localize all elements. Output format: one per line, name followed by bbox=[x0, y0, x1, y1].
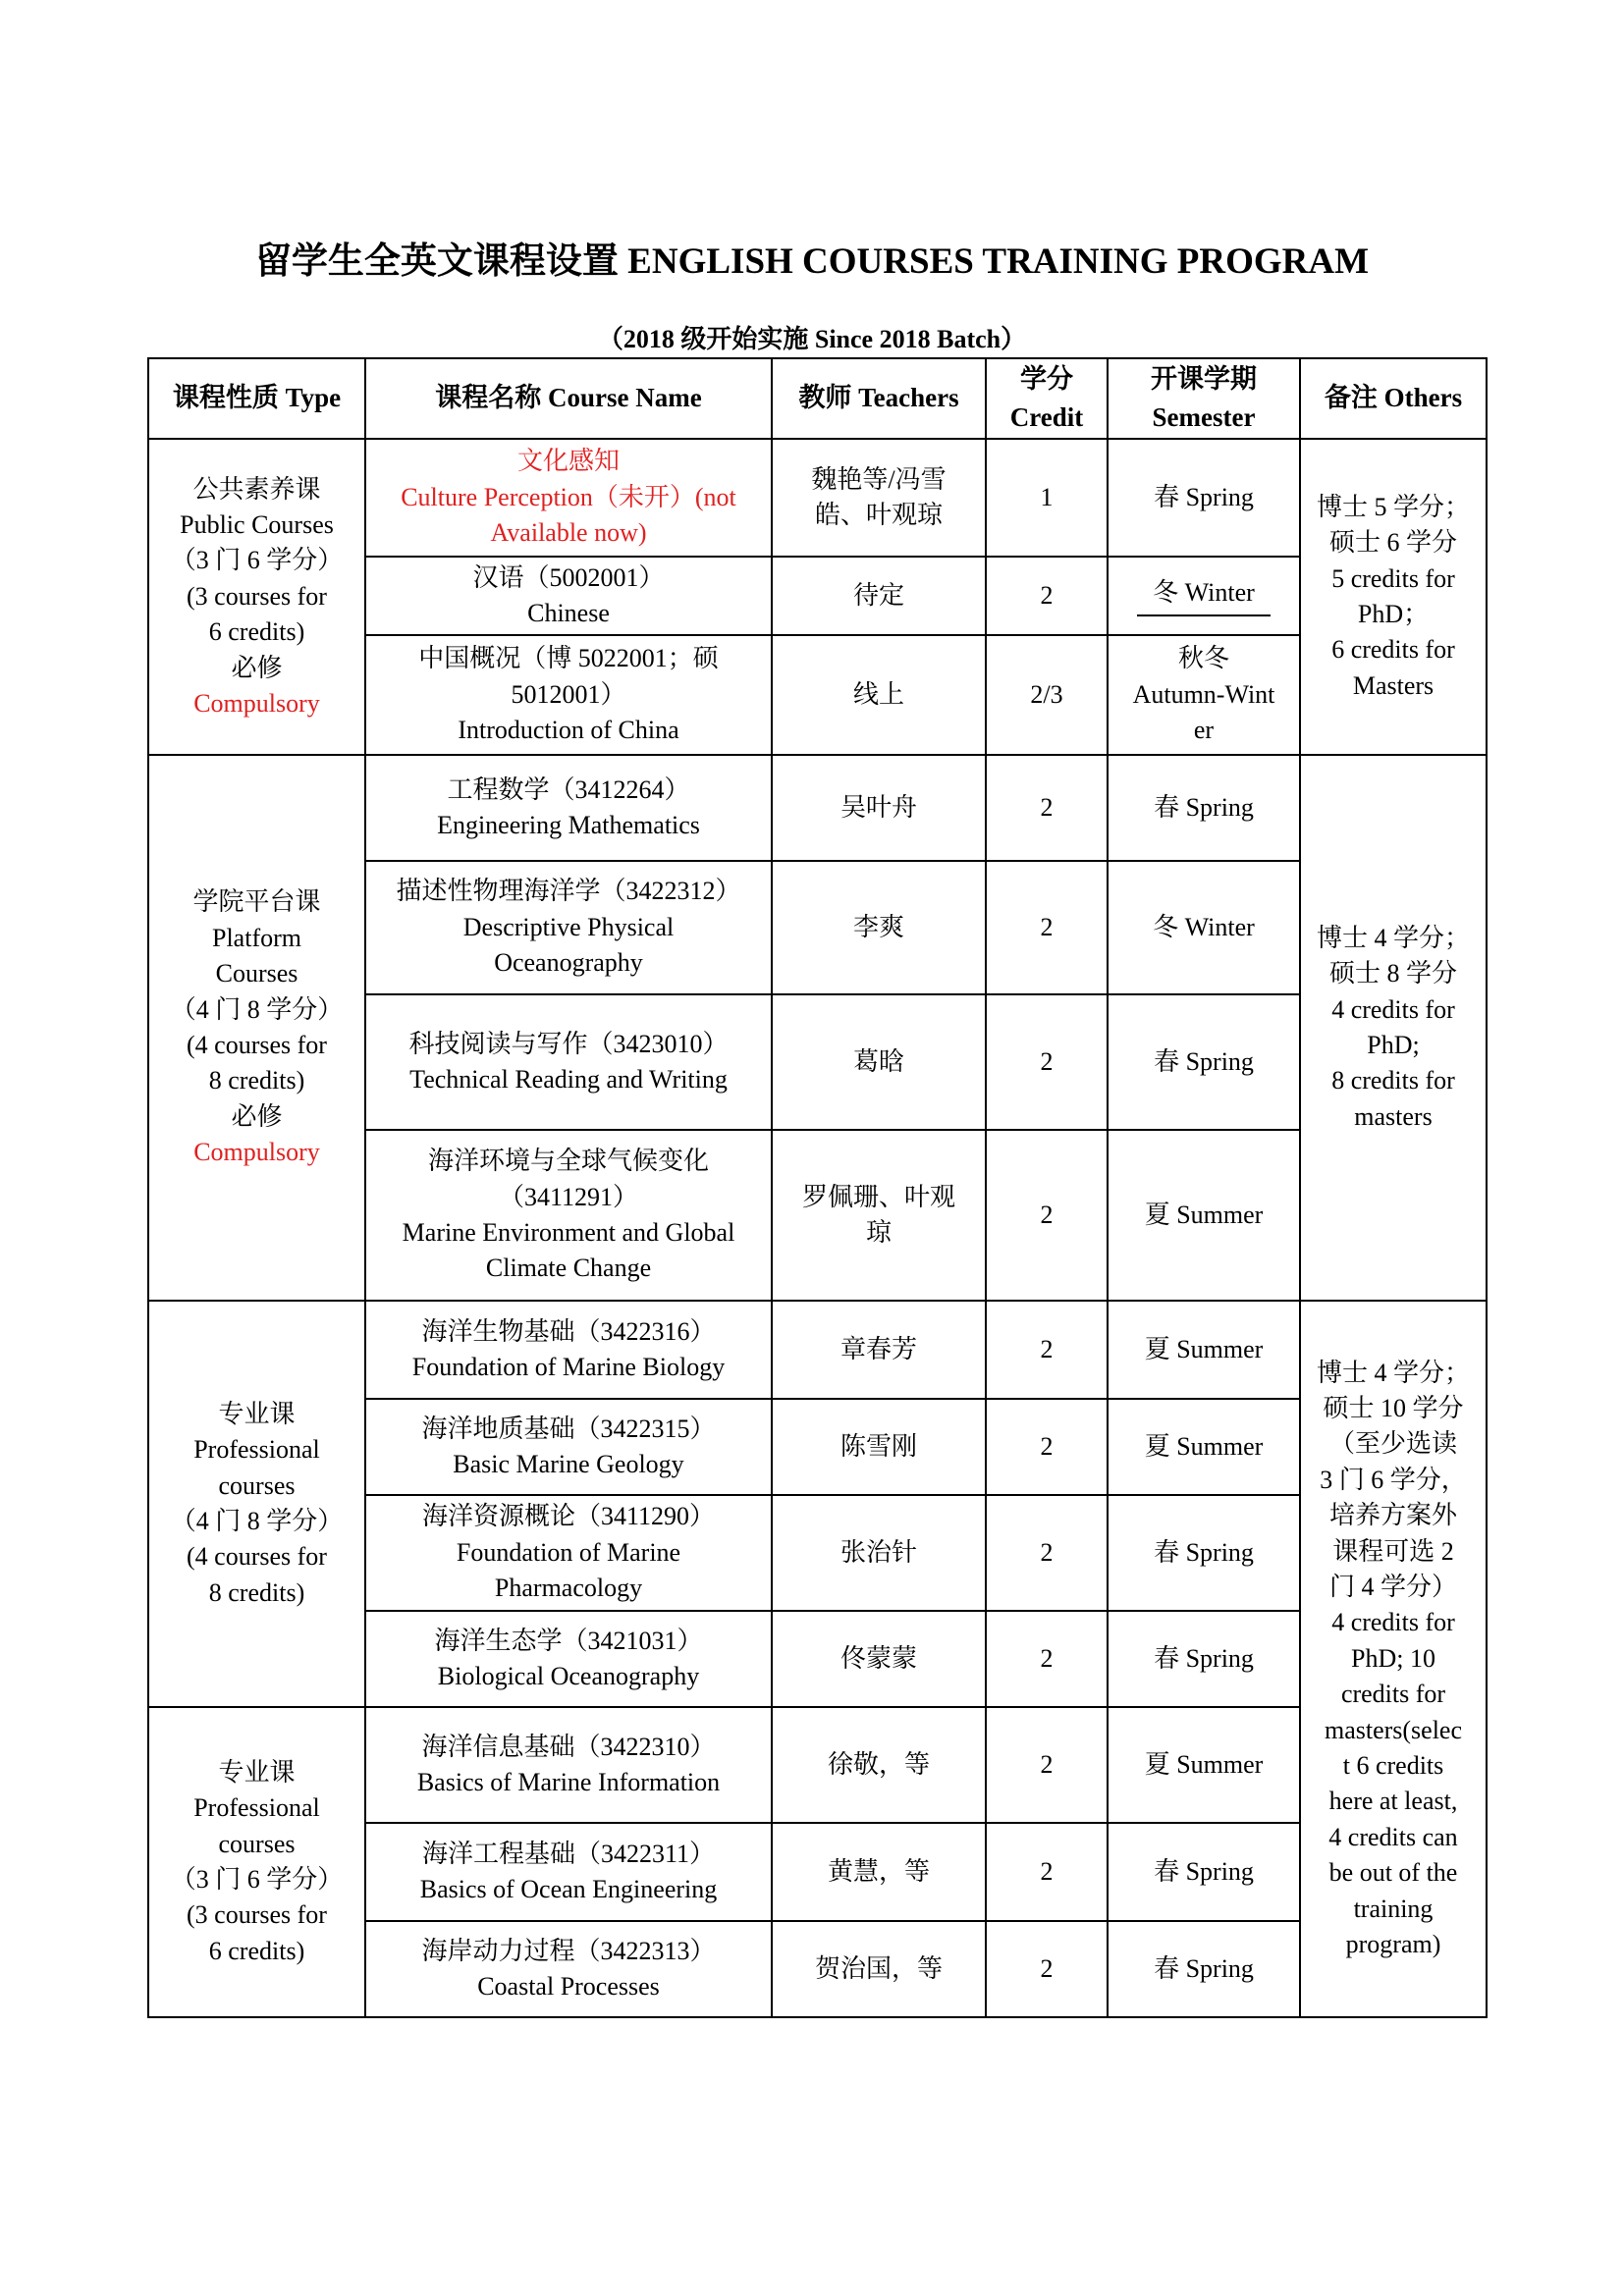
course-name-line: Marine Environment and Global bbox=[402, 1218, 735, 1247]
course-name-line: 海洋信息基础（3422310） bbox=[421, 1732, 716, 1761]
credit-cell: 2 bbox=[986, 1301, 1108, 1399]
course-name-cell bbox=[365, 1301, 772, 1399]
credit-cell: 2 bbox=[986, 1823, 1108, 1921]
table-row bbox=[148, 1301, 1487, 1399]
others-line: 5 credits for bbox=[1331, 563, 1455, 593]
semester-line: 冬 Winter bbox=[1153, 912, 1255, 941]
page-subtitle: （2018 级开始实施 Since 2018 Batch） bbox=[597, 325, 1027, 353]
others-line: 6 credits for bbox=[1331, 635, 1455, 665]
course-type-line: (3 courses for bbox=[187, 1900, 327, 1930]
course-name-line: 海洋地质基础（3422315） bbox=[421, 1414, 716, 1443]
course-type-line: courses bbox=[218, 1470, 296, 1500]
course-name-line: （3411291） bbox=[498, 1182, 639, 1211]
semester-line: 夏 Summer bbox=[1144, 1334, 1264, 1363]
table-row bbox=[148, 755, 1487, 861]
credit-cell: 2 bbox=[986, 1707, 1108, 1823]
course-type-line: (4 courses for bbox=[187, 1542, 327, 1572]
table-header-row bbox=[148, 358, 1487, 439]
semester-cell bbox=[1108, 1399, 1300, 1495]
header-semester-cn: 开课学期 bbox=[1151, 363, 1257, 394]
course-type-line: 必修 bbox=[231, 1101, 283, 1131]
semester-cell bbox=[1108, 635, 1300, 755]
header-credit-cn: 学分 bbox=[1020, 363, 1073, 394]
course-name-line: 海洋生态学（3421031） bbox=[434, 1626, 703, 1655]
others-line: 门 4 学分） bbox=[1328, 1573, 1457, 1602]
others-line: 培养方案外 bbox=[1328, 1501, 1457, 1530]
course-name-cell bbox=[365, 755, 772, 861]
header-semester bbox=[1108, 358, 1300, 439]
semester-line: 春 Spring bbox=[1154, 792, 1254, 822]
course-name-line: 海洋生物基础（3422316） bbox=[421, 1316, 716, 1346]
course-name-line: 海洋环境与全球气候变化 bbox=[427, 1147, 709, 1176]
course-type-line: Courses bbox=[215, 959, 298, 988]
course-name-line: Chinese bbox=[527, 599, 610, 627]
teacher-cell bbox=[772, 1495, 986, 1611]
course-type-line: 8 credits) bbox=[208, 1066, 305, 1095]
course-type-line: 专业课 bbox=[218, 1757, 296, 1787]
course-name-cell bbox=[365, 1130, 772, 1301]
header-semester-en: Semester bbox=[1152, 402, 1256, 432]
others-line: masters(selec bbox=[1324, 1715, 1463, 1744]
others-line: credits for bbox=[1340, 1680, 1446, 1709]
credit-cell: 2 bbox=[986, 994, 1108, 1130]
teacher-cell bbox=[772, 861, 986, 994]
course-name-line: 描述性物理海洋学（3422312） bbox=[396, 877, 741, 906]
course-type-line: 学院平台课 bbox=[192, 887, 321, 917]
credit-cell: 2 bbox=[986, 1495, 1108, 1611]
course-name-cell bbox=[365, 439, 772, 557]
course-type-line: Public Courses bbox=[180, 510, 334, 540]
course-type-line: Professional bbox=[193, 1435, 320, 1465]
teacher-cell bbox=[772, 755, 986, 861]
semester-cell bbox=[1108, 1823, 1300, 1921]
header-credit bbox=[986, 358, 1108, 439]
others-line: 3 门 6 学分， bbox=[1320, 1465, 1467, 1494]
header-others: 备注 Others bbox=[1300, 358, 1487, 439]
semester-value: 冬 Winter bbox=[1137, 575, 1271, 616]
course-type-line: （4 门 8 学分） bbox=[170, 994, 344, 1024]
semester-line: 秋冬 bbox=[1177, 644, 1229, 673]
others-line: Masters bbox=[1352, 670, 1435, 700]
course-type-cell bbox=[148, 1301, 365, 1707]
course-name-line: Basics of Ocean Engineering bbox=[419, 1875, 718, 1903]
course-name-line: Engineering Mathematics bbox=[437, 811, 700, 839]
course-name-line: Basic Marine Geology bbox=[453, 1450, 684, 1478]
course-type-line: （3 门 6 学分） bbox=[170, 1865, 344, 1894]
credit-cell: 2 bbox=[986, 1399, 1108, 1495]
course-type-line: （4 门 8 学分） bbox=[170, 1507, 344, 1535]
course-name-cell bbox=[365, 1495, 772, 1611]
course-name-cell bbox=[365, 635, 772, 755]
others-line: training bbox=[1353, 1894, 1434, 1923]
course-name-line: Introduction of China bbox=[458, 716, 679, 745]
semester-line: 春 Spring bbox=[1154, 1953, 1254, 1983]
others-line: 课程可选 2 bbox=[1332, 1536, 1454, 1566]
course-name-cell bbox=[365, 1823, 772, 1921]
teacher-cell bbox=[772, 1611, 986, 1707]
course-name-cell bbox=[365, 861, 772, 994]
course-name-cell bbox=[365, 1707, 772, 1823]
course-name-cell bbox=[365, 1921, 772, 2017]
teacher-line: 待定 bbox=[852, 580, 904, 610]
course-name-line: 海洋工程基础（3422311） bbox=[421, 1839, 716, 1868]
course-type-line: (3 courses for bbox=[187, 581, 327, 611]
teacher-line: 吴叶舟 bbox=[839, 792, 917, 822]
others-line: （至少选读 bbox=[1328, 1429, 1457, 1459]
course-name-line: 科技阅读与写作（3423010） bbox=[408, 1029, 729, 1058]
others-line: 博士 4 学分； bbox=[1316, 923, 1470, 952]
others-line: PhD; bbox=[1367, 1031, 1420, 1059]
table-body bbox=[148, 439, 1487, 2017]
course-name-cell bbox=[365, 994, 772, 1130]
course-type-line: 6 credits) bbox=[208, 1936, 305, 1965]
credit-cell: 2 bbox=[986, 557, 1108, 635]
semester-cell bbox=[1108, 994, 1300, 1130]
teacher-line: 皓、叶观琼 bbox=[814, 501, 943, 529]
others-line: 博士 5 学分； bbox=[1316, 492, 1470, 521]
teacher-cell bbox=[772, 994, 986, 1130]
header-type: 课程性质 Type bbox=[148, 358, 365, 439]
others-cell bbox=[1300, 439, 1487, 755]
teacher-cell bbox=[772, 1823, 986, 1921]
semester-line: Autumn-Wint bbox=[1132, 679, 1275, 709]
course-name-line: Technical Reading and Writing bbox=[409, 1065, 728, 1094]
semester-line: 春 Spring bbox=[1154, 482, 1254, 511]
course-type-line: 8 credits) bbox=[208, 1577, 305, 1607]
course-type-line: 6 credits) bbox=[208, 617, 305, 647]
others-line: 博士 4 学分； bbox=[1316, 1358, 1470, 1387]
others-line: here at least, bbox=[1328, 1787, 1458, 1816]
others-line: 4 credits can bbox=[1328, 1822, 1458, 1851]
course-name-line: 5012001） bbox=[511, 679, 626, 709]
credit-cell: 2 bbox=[986, 1611, 1108, 1707]
semester-cell bbox=[1108, 1611, 1300, 1707]
semester-cell bbox=[1108, 755, 1300, 861]
course-name-line: 汉语（5002001） bbox=[472, 562, 665, 592]
teacher-cell bbox=[772, 635, 986, 755]
credit-cell: 2 bbox=[986, 755, 1108, 861]
course-name-line: Pharmacology bbox=[494, 1574, 643, 1603]
page-title: 留学生全英文课程设置 ENGLISH COURSES TRAINING PROGRAM bbox=[254, 241, 1370, 282]
semester-cell bbox=[1108, 1495, 1300, 1611]
compulsory-label: Compulsory bbox=[193, 1138, 320, 1167]
course-type-line: 必修 bbox=[231, 653, 283, 682]
course-name-cell bbox=[365, 1399, 772, 1495]
teacher-line: 魏艳等/冯雪 bbox=[811, 464, 947, 494]
teacher-cell bbox=[772, 1301, 986, 1399]
course-type-line: Professional bbox=[193, 1793, 320, 1823]
course-type-line: courses bbox=[218, 1829, 296, 1858]
teacher-line: 章春芳 bbox=[839, 1334, 917, 1363]
semester-line: 春 Spring bbox=[1154, 1856, 1254, 1886]
course-name-line: 海洋资源概论（3411290） bbox=[421, 1502, 716, 1531]
semester-line: 夏 Summer bbox=[1144, 1200, 1264, 1229]
course-name-line: Oceanography bbox=[494, 948, 643, 978]
course-name-line: 中国概况（博 5022001；硕 bbox=[418, 644, 719, 673]
course-name-line: Climate Change bbox=[485, 1254, 652, 1283]
semester-line: 春 Spring bbox=[1154, 1643, 1254, 1673]
credit-cell: 2 bbox=[986, 861, 1108, 994]
teacher-cell bbox=[772, 1399, 986, 1495]
credit-cell: 2 bbox=[986, 1921, 1108, 2017]
table-row bbox=[148, 439, 1487, 557]
course-name-line: Available now) bbox=[490, 518, 647, 548]
course-name-line: 文化感知 bbox=[516, 447, 620, 476]
teacher-line: 罗佩珊、叶观 bbox=[801, 1182, 955, 1211]
course-name-line: Biological Oceanography bbox=[437, 1662, 700, 1690]
teacher-cell bbox=[772, 557, 986, 635]
others-line: t 6 credits bbox=[1342, 1750, 1444, 1780]
course-name-line: Foundation of Marine bbox=[456, 1537, 681, 1567]
teacher-line: 琼 bbox=[865, 1218, 892, 1247]
course-name-cell bbox=[365, 1611, 772, 1707]
others-line: PhD； bbox=[1357, 600, 1430, 628]
others-line: 4 credits for bbox=[1331, 1608, 1455, 1637]
teacher-line: 贺治国，等 bbox=[814, 1953, 943, 1983]
semester-line: er bbox=[1193, 716, 1215, 745]
compulsory-label: Compulsory bbox=[193, 688, 320, 718]
semester-cell bbox=[1108, 1707, 1300, 1823]
semester-cell bbox=[1108, 1130, 1300, 1301]
course-name-line: Culture Perception（未开）(not bbox=[401, 482, 736, 511]
course-name-line: Descriptive Physical bbox=[462, 912, 675, 941]
teacher-line: 佟蒙蒙 bbox=[839, 1643, 917, 1673]
semester-line: 夏 Summer bbox=[1144, 1749, 1264, 1779]
header-course-name: 课程名称 Course Name bbox=[365, 358, 772, 439]
course-type-line: Platform bbox=[212, 923, 301, 952]
teacher-line: 李爽 bbox=[852, 912, 904, 941]
course-table bbox=[147, 357, 1488, 2018]
semester-cell bbox=[1108, 439, 1300, 557]
teacher-line: 徐敬，等 bbox=[827, 1749, 930, 1779]
course-type-line: (4 courses for bbox=[187, 1031, 327, 1059]
header-teachers: 教师 Teachers bbox=[772, 358, 986, 439]
teacher-cell bbox=[772, 1707, 986, 1823]
credit-cell: 2/3 bbox=[986, 635, 1108, 755]
others-line: 8 credits for bbox=[1331, 1066, 1455, 1095]
course-name-line: 海岸动力过程（3422313） bbox=[421, 1936, 716, 1965]
course-type-cell bbox=[148, 1707, 365, 2017]
others-line: 硕士 8 学分 bbox=[1328, 959, 1457, 988]
teacher-cell bbox=[772, 1921, 986, 2017]
semester-cell bbox=[1108, 1301, 1300, 1399]
course-type-line: （3 门 6 学分） bbox=[170, 546, 344, 575]
course-type-cell bbox=[148, 439, 365, 755]
others-line: 4 credits for bbox=[1331, 994, 1455, 1024]
teacher-cell bbox=[772, 439, 986, 557]
teacher-cell bbox=[772, 1130, 986, 1301]
teacher-line: 张治针 bbox=[839, 1537, 917, 1567]
others-cell bbox=[1300, 755, 1487, 1301]
semester-line: 春 Spring bbox=[1154, 1537, 1254, 1567]
semester-cell bbox=[1108, 1921, 1300, 2017]
semester-cell bbox=[1108, 557, 1300, 635]
course-name-line: 工程数学（3412264） bbox=[447, 774, 690, 804]
course-type-line: 专业课 bbox=[218, 1399, 296, 1428]
credit-cell: 2 bbox=[986, 1130, 1108, 1301]
teacher-line: 线上 bbox=[852, 679, 904, 709]
others-line: 硕士 6 学分 bbox=[1328, 528, 1457, 558]
others-line: masters bbox=[1354, 1101, 1433, 1131]
course-type-cell bbox=[148, 755, 365, 1301]
semester-line: 夏 Summer bbox=[1144, 1431, 1264, 1461]
semester-cell bbox=[1108, 861, 1300, 994]
course-name-line: Coastal Processes bbox=[477, 1972, 660, 2001]
semester-line: 春 Spring bbox=[1154, 1046, 1254, 1076]
teacher-line: 葛晗 bbox=[852, 1046, 904, 1076]
others-line: program) bbox=[1345, 1929, 1441, 1958]
others-line: 硕士 10 学分 bbox=[1323, 1394, 1464, 1423]
credit-cell: 1 bbox=[986, 439, 1108, 557]
teacher-line: 黄慧，等 bbox=[827, 1856, 930, 1886]
header-credit-en: Credit bbox=[1009, 402, 1084, 432]
course-name-line: Foundation of Marine Biology bbox=[411, 1353, 726, 1381]
others-cell bbox=[1300, 1301, 1487, 2017]
table-row bbox=[148, 1707, 1487, 1823]
others-line: be out of the bbox=[1328, 1858, 1458, 1888]
teacher-line: 陈雪刚 bbox=[839, 1431, 917, 1461]
course-name-cell bbox=[365, 557, 772, 635]
course-name-line: Basics of Marine Information bbox=[416, 1768, 721, 1796]
course-type-line: 公共素养课 bbox=[192, 474, 321, 504]
others-line: PhD; 10 bbox=[1351, 1643, 1435, 1673]
